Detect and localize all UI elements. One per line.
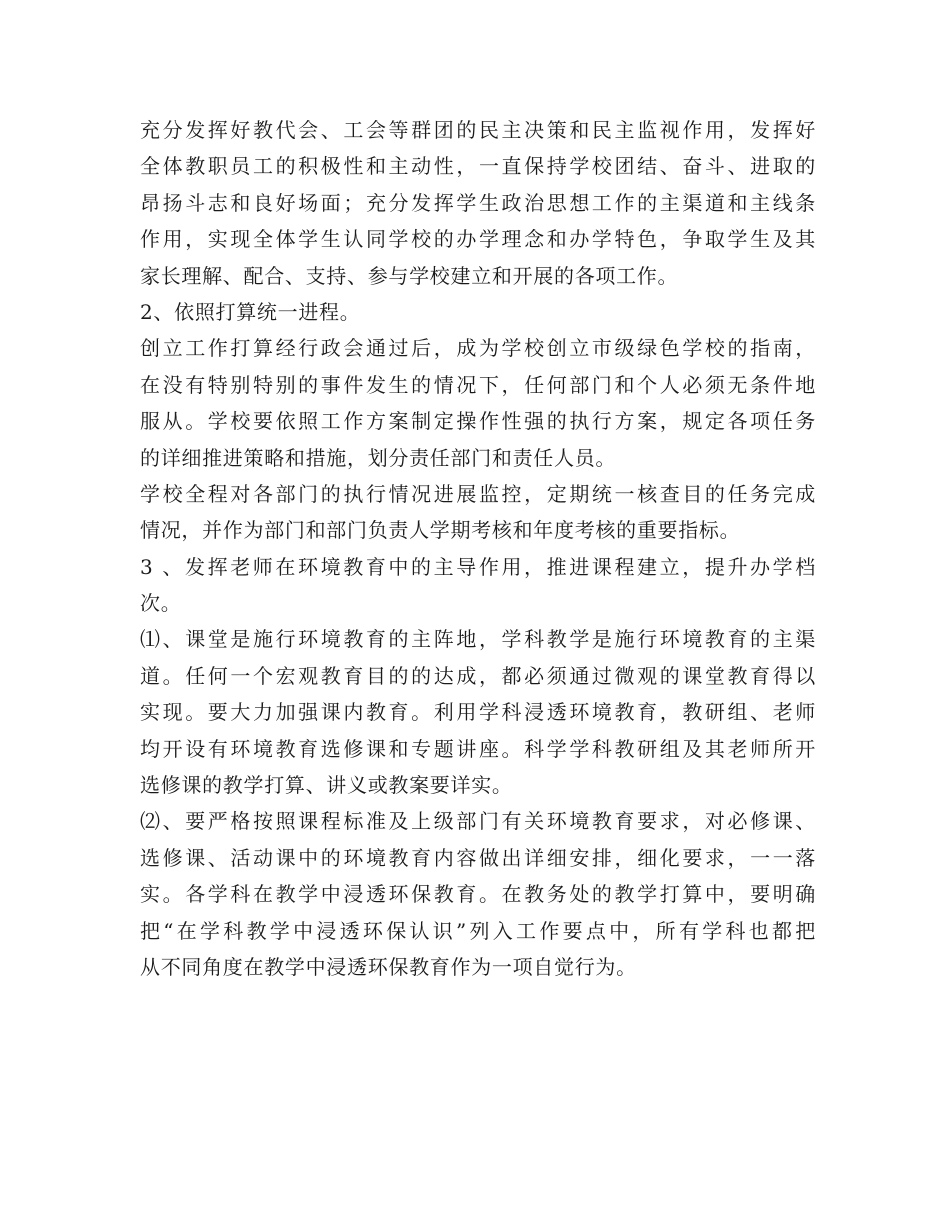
- document-line: 在没有特别特别的事件发生的情况下，任何部门和个人必须无条件地: [140, 372, 816, 397]
- document-line: 选修课的教学打算、讲义或教案要详实。: [140, 773, 513, 798]
- document-line: 实现。要大力加强课内教育。利用学科浸透环境教育，教研组、老师: [140, 700, 816, 725]
- document-line: 创立工作打算经行政会通过后，成为学校创立市级绿色学校的指南，: [140, 336, 816, 361]
- document-line: 把“在学科教学中浸透环保认识”列入工作要点中，所有学科也都把: [140, 918, 816, 943]
- document-line: 服从。学校要依照工作方案制定操作性强的执行方案，规定各项任务: [140, 409, 816, 434]
- document-line: 2、依照打算统一进程。: [140, 299, 361, 324]
- document-line: 学校全程对各部门的执行情况进展监控，定期统一核查目的任务完成: [140, 481, 816, 506]
- document-line: 作用，实现全体学生认同学校的办学理念和办学特色，争取学生及其: [140, 227, 816, 252]
- document-line: 充分发挥好教代会、工会等群团的民主决策和民主监视作用，发挥好: [140, 118, 816, 142]
- document-line: ⑵、要严格按照课程标准及上级部门有关环境教育要求，对必修课、: [140, 809, 816, 834]
- document-line: 情况，并作为部门和部门负责人学期考核和年度考核的重要指标。: [140, 518, 741, 543]
- document-line: 实。各学科在教学中浸透环保教育。在教务处的教学打算中，要明确: [140, 882, 816, 907]
- document-line: 从不同角度在教学中浸透环保教育作为一项自觉行为。: [140, 954, 637, 979]
- document-line: 全体教职员工的积极性和主动性，一直保持学校团结、奋斗、进取的: [140, 154, 816, 179]
- document-body: [140, 112, 816, 985]
- document-line: 的详细推进策略和措施，划分责任部门和责任人员。: [140, 445, 617, 470]
- document-line: 均开设有环境教育选修课和专题讲座。科学学科教研组及其老师所开: [140, 736, 816, 761]
- document-line: 次。: [140, 591, 182, 616]
- document-line: 选修课、活动课中的环境教育内容做出详细安排，细化要求，一一落: [140, 845, 816, 870]
- document-line: 昂扬斗志和良好场面；充分发挥学生政治思想工作的主渠道和主线条: [140, 190, 816, 215]
- document-line: ⑴、课堂是施行环境教育的主阵地，学科教学是施行环境教育的主渠: [140, 627, 816, 652]
- document-line: 道。任何一个宏观教育目的的达成，都必须通过微观的课堂教育得以: [140, 663, 816, 688]
- document-line: 3 、发挥老师在环境教育中的主导作用，推进课程建立，提升办学档: [140, 554, 816, 579]
- document-line: 家长理解、配合、支持、参与学校建立和开展的各项工作。: [140, 263, 679, 288]
